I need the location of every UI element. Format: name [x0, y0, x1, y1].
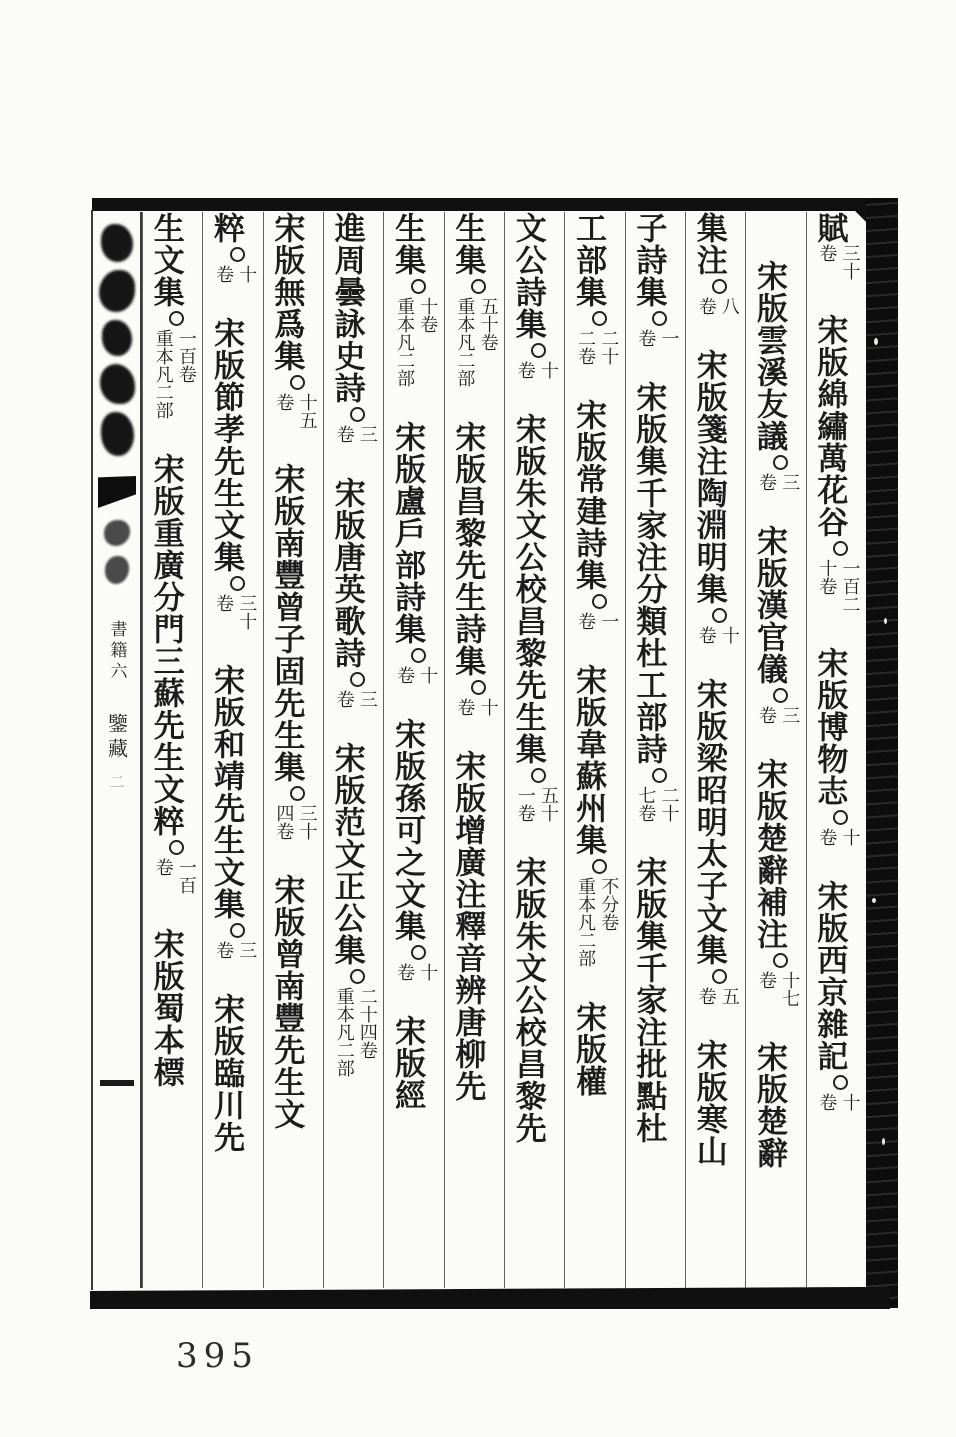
volume-note — [696, 626, 739, 644]
entry-gap — [286, 429, 287, 463]
entry-title: 宋版朱文公校昌黎先生集 — [509, 413, 546, 765]
entry-gap — [829, 613, 830, 647]
end-circle-mark — [531, 768, 546, 783]
frame-right-border — [866, 198, 898, 1308]
end-circle-mark — [350, 672, 365, 687]
margin-section-label: 鑒藏 — [104, 713, 129, 763]
volume-note-right-column: 三 — [356, 690, 378, 708]
text-column — [323, 212, 383, 1288]
volume-note-right-column: 二十四卷 — [356, 987, 378, 1059]
entry-title: 宋版昌黎先生詩集 — [449, 421, 486, 677]
entry-title: 宋版綿繡萬花谷 — [811, 314, 848, 538]
volume-note — [816, 1093, 859, 1111]
end-circle-mark — [169, 840, 184, 855]
end-circle-mark — [531, 343, 546, 358]
smudged-volume-glyph — [104, 520, 130, 546]
entry-title: 宋版無爲集 — [268, 212, 305, 372]
volume-note — [334, 987, 377, 1077]
volume-note-left-column: 二卷 — [575, 329, 597, 365]
volume-note-left-column: 卷 — [635, 329, 657, 347]
smudged-volume-glyph — [105, 556, 129, 584]
text-column — [564, 212, 624, 1288]
entry-title: 生集 — [389, 212, 426, 276]
text-column — [383, 212, 443, 1288]
entry-title: 宋版西京雜記 — [811, 880, 848, 1072]
volume-note — [334, 425, 377, 443]
volume-note-left-column: 卷 — [273, 393, 295, 411]
entry-title: 宋版重廣分門三蘇先生文粹 — [147, 453, 184, 837]
entry-title: 宋版漢官儀 — [751, 525, 788, 685]
entry-title: 宋版南豐曾子固先生集 — [268, 463, 305, 783]
entry-title: 宋版節孝先生文集 — [208, 317, 245, 573]
entry-gap — [648, 822, 649, 856]
smudged-title-glyph — [100, 364, 135, 404]
end-circle-mark — [169, 311, 184, 326]
volume-note-right-column: 十 — [236, 265, 258, 283]
margin-strip — [94, 212, 140, 1288]
volume-note-right-column: 十 — [477, 698, 499, 716]
volume-note-left-column: 卷 — [213, 265, 235, 283]
volume-note — [575, 877, 618, 967]
end-circle-mark — [712, 279, 727, 294]
entry-title: 宋版朱文公校昌黎先 — [509, 856, 546, 1144]
scan-speck — [874, 338, 878, 345]
volume-note-right-column: 二十 — [658, 786, 680, 822]
volume-note — [696, 297, 739, 315]
volume-note-right-column: 五十 — [537, 786, 559, 822]
volume-note-right-column: 三 — [779, 706, 801, 724]
volume-note-left-column: 卷 — [333, 425, 355, 443]
entry-gap — [467, 387, 468, 421]
entry-title: 宋版箋注陶淵明集 — [690, 349, 727, 605]
volume-note-right-column: 三十 — [236, 594, 258, 630]
volume-note — [756, 971, 799, 1007]
volume-note-left-column: 卷 — [756, 473, 778, 491]
volume-note — [575, 612, 618, 630]
volume-note-right-column: 十 — [417, 666, 439, 684]
column-text-stream — [509, 212, 559, 1288]
scan-speck — [882, 1138, 885, 1145]
entry-gap — [708, 1005, 709, 1039]
text-column — [263, 212, 323, 1288]
end-circle-mark — [712, 969, 727, 984]
volume-note-left-column: 卷 — [756, 971, 778, 989]
end-circle-mark — [230, 247, 245, 262]
volume-note — [696, 987, 739, 1005]
volume-note — [153, 858, 196, 894]
volume-note — [394, 666, 437, 684]
entry-gap — [588, 967, 589, 1001]
margin-section-number: 二 — [109, 773, 125, 791]
end-circle-mark — [773, 455, 788, 470]
entry-gap — [467, 716, 468, 750]
entry-title: 宋版常建詩集 — [570, 399, 607, 591]
text-column — [806, 212, 866, 1288]
volume-note-left-column: 重本凡二部 — [394, 297, 416, 387]
column-text-stream — [328, 212, 378, 1288]
volume-note-right-column: 十五 — [296, 393, 318, 429]
volume-note-right-column: 八 — [718, 297, 740, 315]
entry-title: 子詩集 — [630, 212, 667, 308]
entry-gap — [708, 644, 709, 678]
text-column — [625, 212, 685, 1288]
volume-note-right-column: 十 — [839, 1093, 861, 1111]
volume-note-left-column: 卷 — [333, 690, 355, 708]
entry-title: 宋版盧戶部詩集 — [389, 421, 426, 645]
entry-title: 宋版集千家注批點杜 — [630, 856, 667, 1144]
volume-note-right-column: 一百卷 — [175, 329, 197, 383]
volume-note-right-column: 一百二 — [839, 559, 861, 613]
end-circle-mark — [712, 608, 727, 623]
entry-title: 宋版和靖先生文集 — [208, 664, 245, 920]
end-circle-mark — [230, 923, 245, 938]
scan-speck — [872, 898, 876, 903]
volume-note — [334, 690, 377, 708]
entry-gap — [648, 347, 649, 381]
end-circle-mark — [471, 279, 486, 294]
entry-gap — [769, 1007, 770, 1041]
end-circle-mark — [411, 945, 426, 960]
frame-bottom-border — [90, 1287, 890, 1309]
column-text-stream — [632, 212, 678, 1288]
column-text-stream — [147, 212, 197, 1288]
end-circle-mark — [652, 311, 667, 326]
end-circle-mark — [833, 1075, 848, 1090]
volume-note-right-column: 三 — [236, 941, 258, 959]
end-circle-mark — [290, 786, 305, 801]
end-circle-mark — [592, 594, 607, 609]
volume-note-left-column: 七卷 — [635, 786, 657, 822]
entry-gap — [165, 894, 166, 928]
volume-note-right-column: 三十 — [839, 244, 861, 280]
entry-title: 文公詩集 — [509, 212, 546, 340]
volume-note-left-column: 卷 — [816, 1093, 838, 1111]
column-text-stream — [270, 212, 316, 1288]
volume-note-left-column: 重本凡二部 — [575, 877, 597, 967]
volume-note-right-column: 不分卷 — [598, 877, 620, 931]
volume-note-left-column: 卷 — [816, 828, 838, 846]
volume-note — [394, 297, 437, 387]
volume-note-right-column: 五 — [718, 987, 740, 1005]
end-circle-mark — [471, 680, 486, 695]
page-number: 395 — [176, 1336, 259, 1376]
volume-note-left-column: 卷 — [695, 987, 717, 1005]
entry-title: 粹 — [208, 212, 245, 244]
entry-gap — [829, 846, 830, 880]
volume-note-right-column: 十七 — [779, 971, 801, 1007]
entry-title: 宋版蜀本標 — [147, 928, 184, 1088]
entry-gap — [165, 419, 166, 453]
volume-note-right-column: 一 — [598, 612, 620, 630]
entry-title: 宋版楚辭 — [751, 1041, 788, 1169]
volume-note-left-column: 卷 — [575, 612, 597, 630]
volume-note — [394, 963, 437, 981]
volume-note-left-column: 卷 — [394, 963, 416, 981]
text-column — [142, 212, 202, 1288]
entry-gap — [769, 212, 770, 260]
volume-note-left-column: 卷 — [695, 626, 717, 644]
entry-title: 宋版楚辭補注 — [751, 758, 788, 950]
column-text-stream — [753, 212, 799, 1288]
entry-title: 宋版孫可之文集 — [389, 718, 426, 942]
entry-gap — [588, 365, 589, 399]
entry-gap — [527, 379, 528, 413]
entry-title: 賦 — [811, 212, 848, 244]
volume-note-left-column: 卷 — [454, 698, 476, 716]
entry-title: 宋版臨川先 — [208, 993, 245, 1153]
entry-gap — [226, 283, 227, 317]
entry-title: 宋版梁昭明太子文集 — [690, 678, 727, 966]
column-text-stream — [210, 212, 256, 1288]
column-text-stream — [813, 212, 859, 1288]
column-text-stream — [391, 212, 437, 1288]
volume-note-left-column: 卷 — [213, 941, 235, 959]
end-circle-mark — [350, 407, 365, 422]
volume-note-right-column: 三 — [779, 473, 801, 491]
volume-note-left-column: 重本凡二部 — [454, 297, 476, 387]
end-circle-mark — [652, 768, 667, 783]
volume-note — [515, 361, 558, 379]
scan-speck — [884, 618, 887, 624]
entry-gap — [708, 315, 709, 349]
margin-dash-mark — [100, 1080, 134, 1086]
volume-note-left-column: 卷 — [213, 594, 235, 612]
entry-title: 生集 — [449, 212, 486, 276]
volume-note-right-column: 十 — [537, 361, 559, 379]
columns-area — [142, 212, 866, 1288]
end-circle-mark — [350, 969, 365, 984]
entry-gap — [407, 684, 408, 718]
entry-gap — [769, 491, 770, 525]
text-column — [444, 212, 504, 1288]
entry-title: 宋版韋蘇州集 — [570, 664, 607, 856]
smudged-title-glyph — [102, 320, 132, 356]
volume-note-left-column: 卷 — [695, 297, 717, 315]
entry-title: 進周曇詠史詩 — [328, 212, 365, 404]
volume-note — [273, 804, 316, 840]
volume-note-left-column: 卷 — [816, 244, 838, 262]
entry-title: 宋版雲溪友議 — [751, 260, 788, 452]
entry-title: 宋版寒山 — [690, 1039, 727, 1167]
text-column — [504, 212, 564, 1288]
entry-gap — [407, 387, 408, 421]
end-circle-mark — [833, 810, 848, 825]
volume-note — [816, 559, 859, 613]
entry-title: 宋版范文正公集 — [328, 742, 365, 966]
end-circle-mark — [592, 311, 607, 326]
frame-top-border — [92, 198, 886, 211]
volume-note — [756, 473, 799, 491]
volume-note — [635, 786, 678, 822]
text-column — [685, 212, 745, 1288]
volume-note-left-column: 十卷 — [816, 559, 838, 595]
entry-title: 宋版權 — [570, 1001, 607, 1097]
entry-gap — [286, 840, 287, 874]
end-circle-mark — [773, 953, 788, 968]
entry-gap — [829, 280, 830, 314]
entry-gap — [346, 443, 347, 477]
entry-gap — [769, 724, 770, 758]
volume-note — [635, 329, 678, 347]
volume-note — [213, 941, 256, 959]
end-circle-mark — [230, 576, 245, 591]
volume-note-right-column: 二十 — [598, 329, 620, 365]
end-circle-mark — [592, 859, 607, 874]
volume-note-right-column: 三 — [356, 425, 378, 443]
entry-gap — [226, 630, 227, 664]
entry-title: 宋版博物志 — [811, 647, 848, 807]
volume-note — [454, 698, 497, 716]
entry-gap — [226, 959, 227, 993]
volume-note-right-column: 三十 — [296, 804, 318, 840]
volume-note-left-column: 重本凡二部 — [152, 329, 174, 419]
entry-gap — [527, 822, 528, 856]
entry-title: 宋版經 — [389, 1015, 426, 1111]
volume-note — [816, 828, 859, 846]
volume-note — [213, 265, 256, 283]
volume-note — [153, 329, 196, 419]
end-circle-mark — [411, 648, 426, 663]
volume-note — [213, 594, 256, 630]
volume-note-left-column: 卷 — [152, 858, 174, 876]
volume-note-left-column: 四卷 — [273, 804, 295, 840]
entry-title: 集注 — [690, 212, 727, 276]
column-text-stream — [451, 212, 497, 1288]
frame-left-border — [91, 210, 93, 1290]
text-column — [202, 212, 262, 1288]
volume-note — [454, 297, 497, 387]
volume-note-left-column: 卷 — [514, 361, 536, 379]
text-column — [745, 212, 805, 1288]
volume-note-left-column: 卷 — [394, 666, 416, 684]
smudged-title-glyph — [99, 270, 135, 312]
margin-collation-label: 書籍六 — [106, 620, 127, 683]
volume-note-left-column: 卷 — [756, 706, 778, 724]
volume-note-right-column: 十卷 — [417, 297, 439, 333]
volume-note-right-column: 十 — [417, 963, 439, 981]
entry-title: 宋版唐英歌詩 — [328, 477, 365, 669]
volume-note-right-column: 十 — [839, 828, 861, 846]
end-circle-mark — [773, 688, 788, 703]
smudged-title-glyph — [101, 224, 133, 262]
volume-note — [816, 244, 859, 280]
end-circle-mark — [833, 541, 848, 556]
volume-note — [515, 786, 558, 822]
volume-note-right-column: 一百 — [175, 858, 197, 894]
entry-title: 生文集 — [147, 212, 184, 308]
volume-note — [273, 393, 316, 429]
volume-note-left-column: 一卷 — [514, 786, 536, 822]
end-circle-mark — [411, 279, 426, 294]
entry-gap — [588, 630, 589, 664]
entry-gap — [346, 708, 347, 742]
volume-note-right-column: 十 — [718, 626, 740, 644]
entry-title: 宋版集千家注分類杜工部詩 — [630, 381, 667, 765]
volume-note-left-column: 重本凡二部 — [333, 987, 355, 1077]
entry-title: 宋版曾南豐先生文 — [268, 874, 305, 1130]
column-text-stream — [692, 212, 738, 1288]
column-text-stream — [572, 212, 618, 1288]
volume-note — [575, 329, 618, 365]
entry-title: 宋版增廣注釋音辨唐柳先 — [449, 750, 486, 1102]
smudged-title-glyph — [101, 412, 134, 456]
volume-note — [756, 706, 799, 724]
volume-note-right-column: 一 — [658, 329, 680, 347]
entry-gap — [407, 981, 408, 1015]
end-circle-mark — [290, 375, 305, 390]
entry-title: 工部集 — [570, 212, 607, 308]
fishtail-icon — [98, 476, 136, 510]
volume-note-right-column: 五十卷 — [477, 297, 499, 351]
